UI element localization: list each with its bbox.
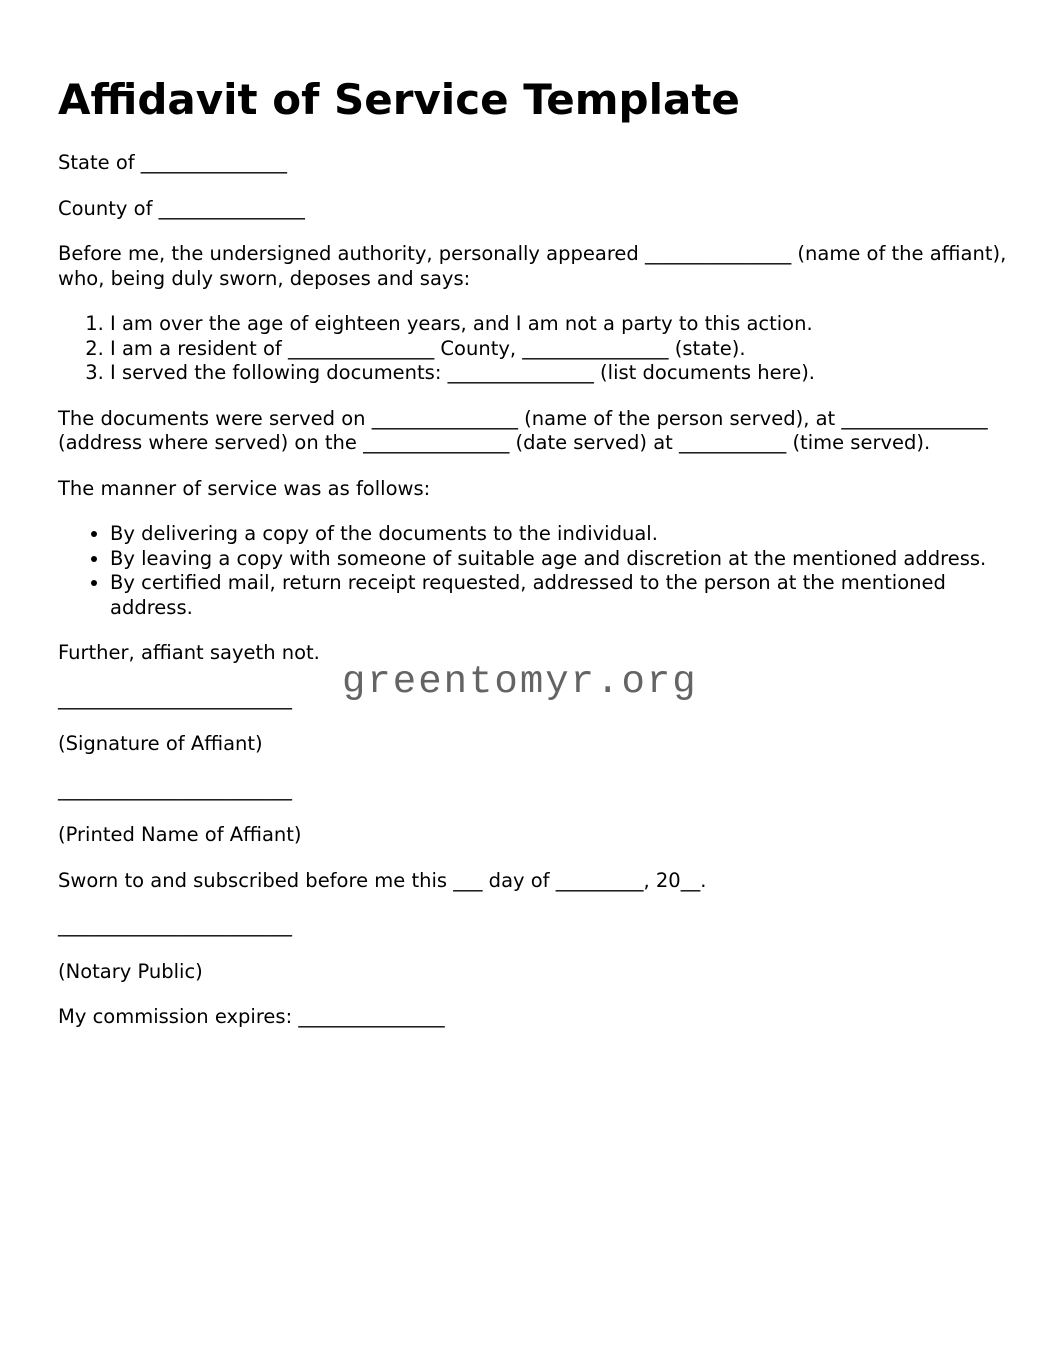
printed-name-label: (Printed Name of Affiant) bbox=[58, 823, 302, 846]
manner-heading: The manner of service was as follows: bbox=[58, 476, 431, 500]
state-line: State of _______________ bbox=[58, 151, 288, 174]
intro-paragraph: Before me, the undersigned authority, personally appeared _______________ (name of the affiant), who, being duly sworn, deposes and says: bbox=[58, 242, 1007, 290]
signature-line: ________________________ bbox=[58, 686, 292, 710]
document-title: Affidavit of Service Template bbox=[58, 75, 740, 124]
manner-options-list bbox=[58, 522, 1008, 620]
notary-signature-line: ________________________ bbox=[58, 914, 292, 937]
watermark: greentomyr.org bbox=[342, 660, 698, 704]
statement-item: 1. I am over the age of eighteen years, and I am not a party to this action. bbox=[110, 312, 1008, 337]
county-line: County of _______________ bbox=[58, 196, 305, 220]
signature-label: (Signature of Affiant) bbox=[58, 732, 263, 755]
document-body bbox=[58, 151, 1008, 1051]
closing-statement: Further, affiant sayeth not. bbox=[58, 641, 320, 664]
sworn-statement: Sworn to and subscribed before me this ___ day of _________, 20__. bbox=[58, 868, 707, 892]
manner-option-item: • By delivering a copy of the documents to the individual. bbox=[110, 522, 1008, 547]
manner-option-item: • By leaving a copy with someone of suitable age and discretion at the mentioned address. bbox=[110, 547, 1008, 572]
manner-option-item: • By certified mail, return receipt requested, addressed to the person at the mentioned address. bbox=[110, 571, 1008, 620]
notary-label: (Notary Public) bbox=[58, 959, 203, 983]
statements-list bbox=[58, 312, 1008, 386]
served-details-paragraph: The documents were served on _______________ (name of the person served), at _______________ (address where served) on the _______________ (date served) at ___________ (time served). bbox=[58, 406, 988, 454]
commission-expiry-line: My commission expires: _______________ bbox=[58, 1005, 445, 1028]
printed-name-line: ________________________ bbox=[58, 777, 292, 801]
statement-item: 3. I served the following documents: _______________ (list documents here). bbox=[110, 361, 1008, 386]
statement-item: 2. I am a resident of _______________ County, _______________ (state). bbox=[110, 337, 1008, 362]
